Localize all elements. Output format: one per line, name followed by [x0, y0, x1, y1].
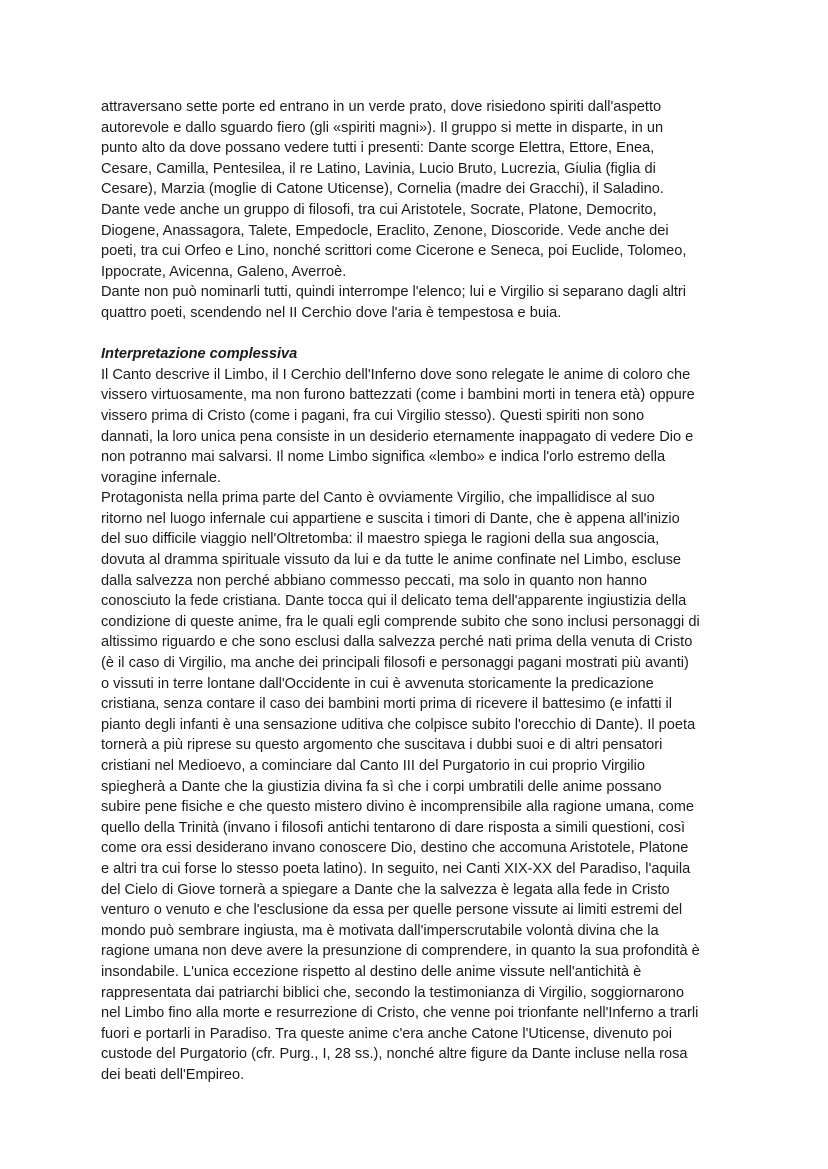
document-page — [101, 97, 741, 1086]
section-heading: Interpretazione complessiva — [101, 346, 298, 363]
paragraph-spacer — [101, 324, 741, 345]
closing-paragraph: Dante non può nominarli tutti, quindi interrompe l'elenco; lui e Virgilio si separano dagli altri quattro poeti, scendendo nel II Cerchio dove l'aria è tempestosa e buia. — [101, 284, 686, 321]
intro-paragraph: attraversano sette porte ed entrano in un verde prato, dove risiedono spiriti dall'aspetto autorevole e dallo sguardo fiero (gli «spiriti magni»). Il gruppo si mette in disparte, in un punto alto da dove possano vedere tutti i presenti: Dante scorge Elettra, Ettore, Enea, Cesare, Camilla, Pentesilea, il re Latino, Lavinia, Lucio Bruto, Lucrezia, Giulia (figlia di Cesare), Marzia (moglie di Catone Uticense), Cornelia (madre dei Gracchi), il Saladino. Dante vede anche un gruppo di filosofi, tra cui Aristotele, Socrate, Platone, Democrito, Diogene, Anassagora, Talete, Empedocle, Eraclito, Zenone, Dioscoride. Vede anche dei poeti, tra cui Orfeo e Lino, nonché scrittori come Cicerone e Seneca, poi Euclide, Tolomeo, Ippocrate, Avicenna, Galeno, Averroè. — [101, 99, 687, 280]
interpretation-paragraph-1: Il Canto descrive il Limbo, il I Cerchio dell'Inferno dove sono relegate le anime di coloro che vissero virtuosamente, ma non furono battezzati (come i bambini morti in tenera età) oppure vissero prima di Cristo (come i pagani, fra cui Virgilio stesso). Questi spiriti non sono dannati, la loro unica pena consiste in un desiderio eternamente inappagato di vedere Dio e non potranno mai salvarsi. Il nome Limbo significa «lembo» e indica l'orlo estremo della voragine infernale. — [101, 366, 695, 486]
interpretation-paragraph-2: Protagonista nella prima parte del Canto è ovviamente Virgilio, che impallidisce al suo ritorno nel luogo infernale cui appartiene e suscita i timori di Dante, che è appena all'inizio del suo difficile viaggio nell'Oltretomba: il maestro spiega le ragioni della sua angoscia, dovuta al dramma spirituale vissuto da lui e da tutte le anime confinate nel Limbo, escluse dalla salvezza non perché abbiano commesso peccati, ma solo in quanto non hanno conosciuto la fede cristiana. Dante tocca qui il delicato tema dell'apparente ingiustizia della condizione di queste anime, fra le quali egli comprende subito che sono inclusi personaggi di altissimo riguardo e che sono esclusi dalla salvezza perché nati prima della venuta di Cristo (è il caso di Virgilio, ma anche dei principali filosofi e personaggi pagani mostrati più avanti) o vissuti in terre lontane dall'Occidente in cui è avvenuta storicamente la predicazione cristiana, senza contare il caso dei bambini morti prima di ricevere il battesimo (e infatti il pianto degli infanti è una sensazione uditiva che colpisce subito l'orecchio di Dante). Il poeta tornerà a più riprese su questo argomento che suscitava i dubbi suoi e di altri pensatori cristiani nel Medioevo, a cominciare dal Canto III del Purgatorio in cui proprio Virgilio spiegherà a Dante che la giustizia divina fa sì che i corpi umbratili delle anime possano subire pene fisiche e che questo mistero divino è incomprensibile alla ragione umana, come quello della Trinità (invano i filosofi antichi tentarono di dare risposta a simili questioni, così come ora essi desiderano invano conoscere Dio, destino che accomuna Aristotele, Platone e altri tra cui forse lo stesso poeta latino). In seguito, nei Canti XIX-XX del Paradiso, l'aquila del Cielo di Giove tornerà a spiegare a Dante che la salvezza è legata alla fede in Cristo venturo o venuto e che l'esclusione da essa per quelle persone vissute ai limiti estremi del mondo può sembrare ingiusta, ma è motivata dall'imperscrutabile volontà divina che la ragione umana non deve avere la presunzione di comprendere, in quanto la sua profondità è insondabile. L'unica eccezione rispetto al destino delle anime vissute nell'antichità è rappresentata dai patriarchi biblici che, secondo la testimonianza di Virgilio, soggiornarono nel Limbo fino alla morte e resurrezione di Cristo, che venne poi trionfante nell'Inferno a trarli fuori e portarli in Paradiso. Tra queste anime c'era anche Catone l'Uticense, divenuto poi custode del Purgatorio (cfr. Purg., I, 28 ss.), nonché altre figure da Dante incluse nella rosa dei beati dell'Empireo. — [101, 490, 700, 1083]
